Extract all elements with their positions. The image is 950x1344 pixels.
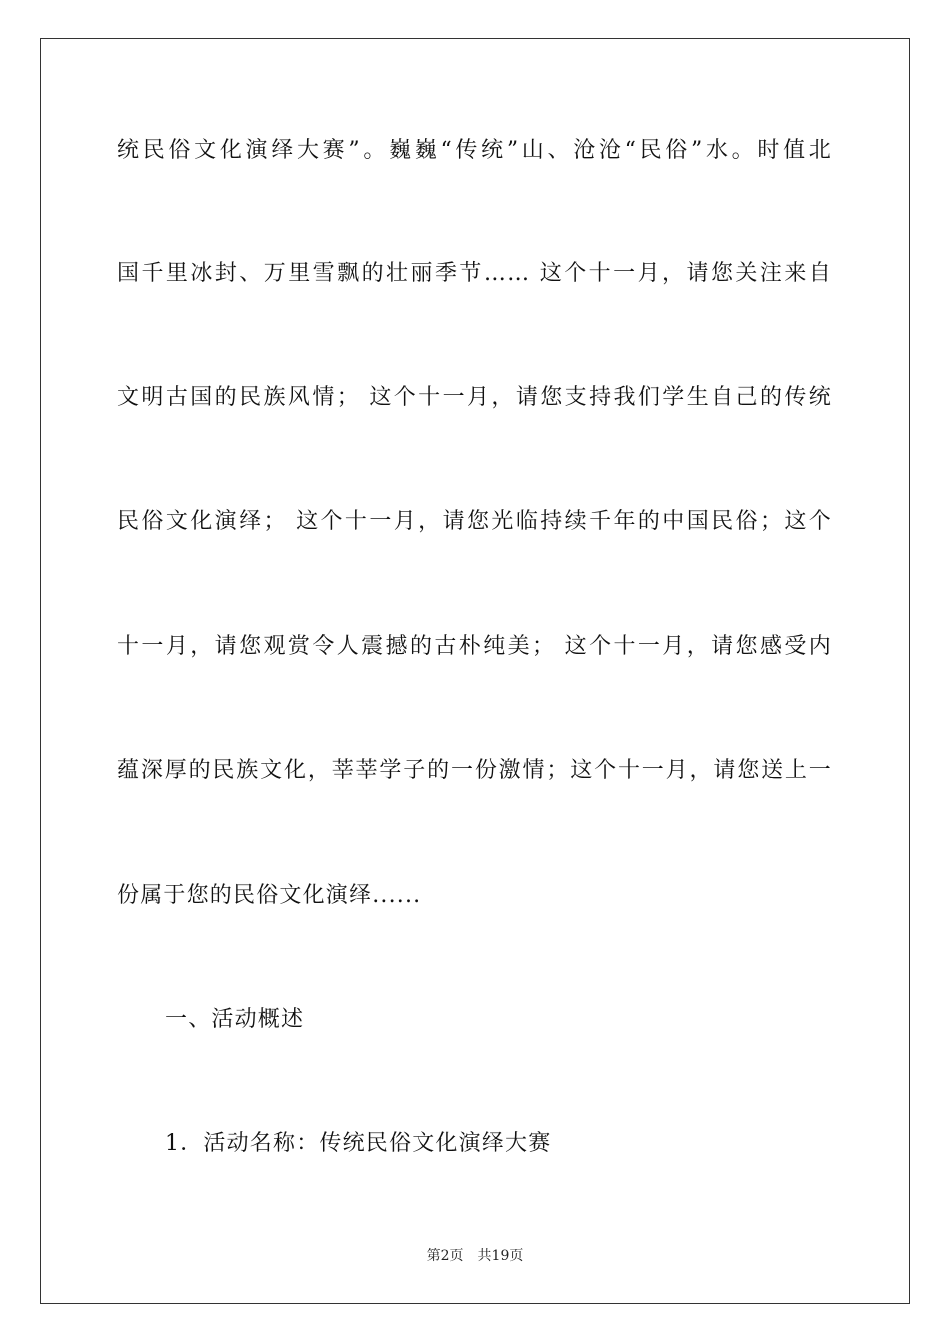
body-line-2: 国千里冰封、万里雪飘的壮丽季节…… 这个十一月，请您关注来自	[117, 261, 832, 286]
activity-name-item: 1．活动名称：传统民俗文化演绎大赛	[165, 1131, 552, 1156]
section-heading: 一、活动概述	[165, 1007, 305, 1032]
page-frame	[40, 38, 910, 1304]
body-line-3: 文明古国的民族风情； 这个十一月，请您支持我们学生自己的传统	[117, 385, 832, 410]
body-line-5: 十一月，请您观赏令人震撼的古朴纯美； 这个十一月，请您感受内	[117, 634, 832, 659]
body-line-6: 蕴深厚的民族文化，莘莘学子的一份激情；这个十一月，请您送上一	[117, 758, 832, 783]
body-line-4: 民俗文化演绎； 这个十一月，请您光临持续千年的中国民俗；这个	[117, 509, 832, 534]
page-footer	[0, 1245, 950, 1265]
body-line-7: 份属于您的民俗文化演绎......	[117, 883, 422, 908]
page-number: 第2页	[426, 1248, 464, 1264]
body-line-1: 统民俗文化演绎大赛”。巍巍“传统”山、沧沧“民俗”水。时值北	[117, 138, 832, 163]
total-pages: 共19页	[477, 1248, 524, 1264]
